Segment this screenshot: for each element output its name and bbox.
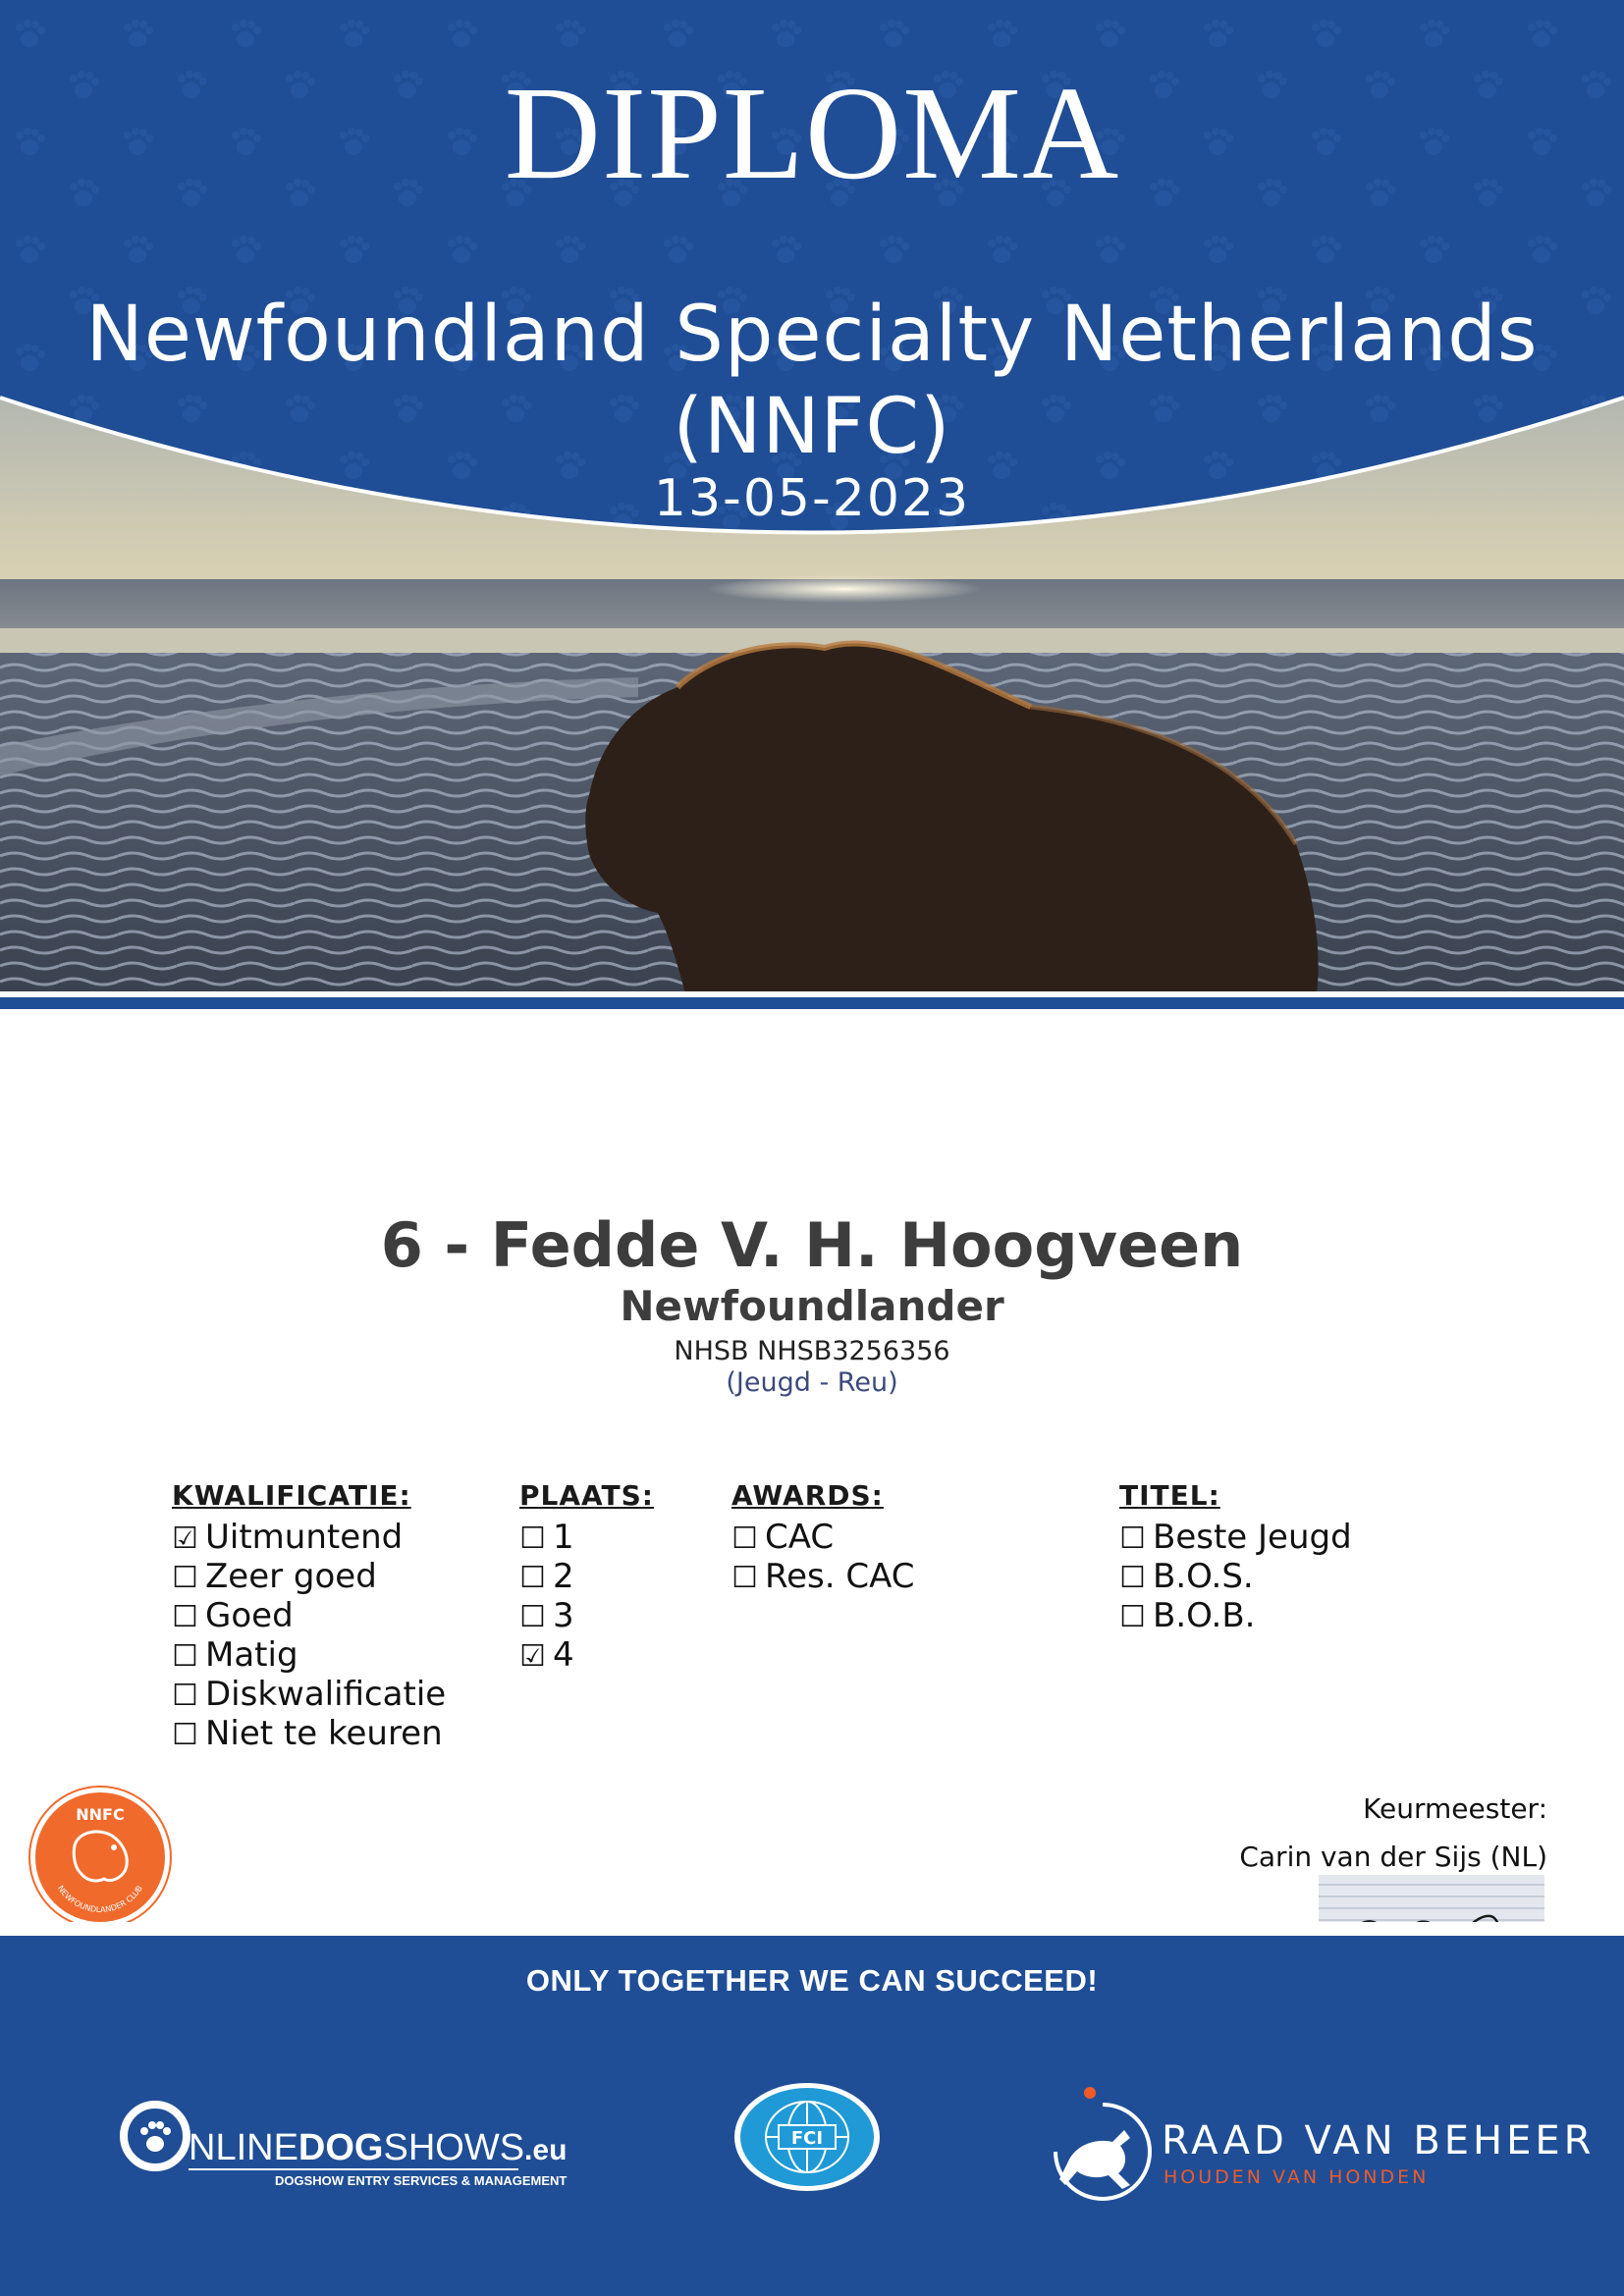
unchecked-box-icon: ☐ bbox=[172, 1561, 198, 1595]
fci-logo[interactable] bbox=[731, 2081, 884, 2194]
option-label: Diskwalificatie bbox=[205, 1675, 447, 1714]
ods-logo-part2: DOG bbox=[298, 2127, 384, 2168]
unchecked-box-icon: ☐ bbox=[172, 1600, 198, 1634]
judge-name: Carin van der Sijs (NL) bbox=[1239, 1841, 1547, 1873]
kwalificatie-column bbox=[172, 1479, 446, 1753]
unchecked-box-icon: ☐ bbox=[519, 1561, 546, 1595]
page-title: DIPLOMA bbox=[504, 60, 1120, 207]
option-plaats-3 bbox=[519, 1635, 654, 1675]
option-plaats-1 bbox=[519, 1557, 654, 1596]
option-awards-0 bbox=[731, 1518, 915, 1557]
unchecked-box-icon: ☐ bbox=[172, 1679, 198, 1713]
option-kwalificatie-5 bbox=[172, 1714, 446, 1753]
checked-box-icon: ☑ bbox=[172, 1522, 198, 1556]
dog-name: 6 - Fedde V. H. Hoogveen bbox=[380, 1209, 1244, 1281]
option-titel-1 bbox=[1119, 1557, 1352, 1596]
ods-logo-part4: .eu bbox=[524, 2134, 568, 2166]
option-kwalificatie-0 bbox=[172, 1518, 446, 1557]
nnfc-logo-text: NNFC bbox=[76, 1805, 125, 1824]
option-titel-0 bbox=[1119, 1518, 1352, 1557]
dog-class: (Jeugd - Reu) bbox=[726, 1367, 898, 1398]
plaats-column bbox=[519, 1479, 654, 1675]
option-label: Res. CAC bbox=[765, 1557, 915, 1596]
unchecked-box-icon: ☐ bbox=[1119, 1600, 1146, 1634]
awards-heading: AWARDS: bbox=[731, 1479, 884, 1512]
option-label: 3 bbox=[553, 1596, 574, 1635]
onlinedogshows-logo[interactable] bbox=[118, 2099, 568, 2197]
svg-text:NLINEDOGSHOWS.eu bbox=[189, 2127, 567, 2168]
option-label: Zeer goed bbox=[205, 1557, 377, 1596]
option-label: Niet te keuren bbox=[205, 1714, 443, 1753]
titel-column bbox=[1119, 1479, 1352, 1635]
event-date: 13-05-2023 bbox=[653, 469, 971, 528]
kwalificatie-heading: KWALIFICATIE: bbox=[172, 1479, 411, 1512]
option-label: Matig bbox=[205, 1635, 298, 1675]
option-kwalificatie-4 bbox=[172, 1675, 446, 1714]
unchecked-box-icon: ☐ bbox=[1119, 1561, 1146, 1595]
running-dog-icon bbox=[1059, 2130, 1130, 2189]
nnfc-logo-ring: NEWFOUNDLANDER CLUB bbox=[56, 1884, 144, 1915]
option-kwalificatie-2 bbox=[172, 1596, 446, 1635]
event-name-line2: (NNFC) bbox=[673, 382, 951, 471]
option-awards-1 bbox=[731, 1557, 915, 1596]
option-titel-2 bbox=[1119, 1596, 1352, 1635]
option-plaats-2 bbox=[519, 1596, 654, 1635]
rvb-logo-subtitle: HOUDEN VAN HONDEN bbox=[1164, 2166, 1430, 2188]
raad-van-beheer-logo[interactable] bbox=[1036, 2083, 1596, 2211]
option-label: Uitmuntend bbox=[205, 1518, 404, 1557]
footer-divider-inner bbox=[0, 1939, 1624, 1945]
unchecked-box-icon: ☐ bbox=[172, 1639, 198, 1674]
option-label: Beste Jeugd bbox=[1153, 1518, 1352, 1557]
ods-logo-part1: NLINE bbox=[189, 2127, 298, 2168]
dog-registration: NHSB NHSB3256356 bbox=[674, 1336, 950, 1366]
option-label: 4 bbox=[553, 1635, 574, 1675]
unchecked-box-icon: ☐ bbox=[731, 1522, 758, 1556]
option-label: 2 bbox=[553, 1557, 574, 1596]
event-name bbox=[0, 290, 1624, 473]
dog-breed: Newfoundlander bbox=[620, 1282, 1004, 1330]
option-label: Goed bbox=[205, 1596, 294, 1635]
judge-label: Keurmeester: bbox=[1363, 1792, 1547, 1825]
option-kwalificatie-1 bbox=[172, 1557, 446, 1596]
option-kwalificatie-3 bbox=[172, 1635, 446, 1675]
ods-logo-part3: SHOWS bbox=[383, 2127, 525, 2168]
titel-heading: TITEL: bbox=[1119, 1479, 1220, 1512]
option-label: B.O.B. bbox=[1153, 1596, 1256, 1635]
rvb-logo-title: RAAD VAN BEHEER bbox=[1162, 2118, 1596, 2163]
plaats-heading: PLAATS: bbox=[519, 1479, 654, 1512]
option-plaats-0 bbox=[519, 1518, 654, 1557]
ods-logo-subtitle: DOGSHOW ENTRY SERVICES & MANAGEMENT bbox=[275, 2173, 568, 2188]
footer-divider bbox=[0, 1922, 1624, 1936]
checked-box-icon: ☑ bbox=[519, 1639, 546, 1674]
fci-logo-text: FCI bbox=[790, 2128, 824, 2149]
paw-icon bbox=[140, 2121, 171, 2152]
awards-column bbox=[731, 1479, 915, 1596]
event-name-line1: Newfoundland Specialty Netherlands bbox=[85, 291, 1539, 379]
footer-slogan: ONLY TOGETHER WE CAN SUCCEED! bbox=[525, 1963, 1099, 1998]
unchecked-box-icon: ☐ bbox=[519, 1522, 546, 1556]
unchecked-box-icon: ☐ bbox=[731, 1561, 758, 1595]
unchecked-box-icon: ☐ bbox=[172, 1718, 198, 1752]
option-label: 1 bbox=[553, 1518, 574, 1557]
unchecked-box-icon: ☐ bbox=[519, 1600, 546, 1634]
option-label: CAC bbox=[765, 1518, 835, 1557]
nnfc-logo bbox=[27, 1785, 173, 1930]
option-label: B.O.S. bbox=[1153, 1557, 1254, 1596]
unchecked-box-icon: ☐ bbox=[1119, 1522, 1146, 1556]
